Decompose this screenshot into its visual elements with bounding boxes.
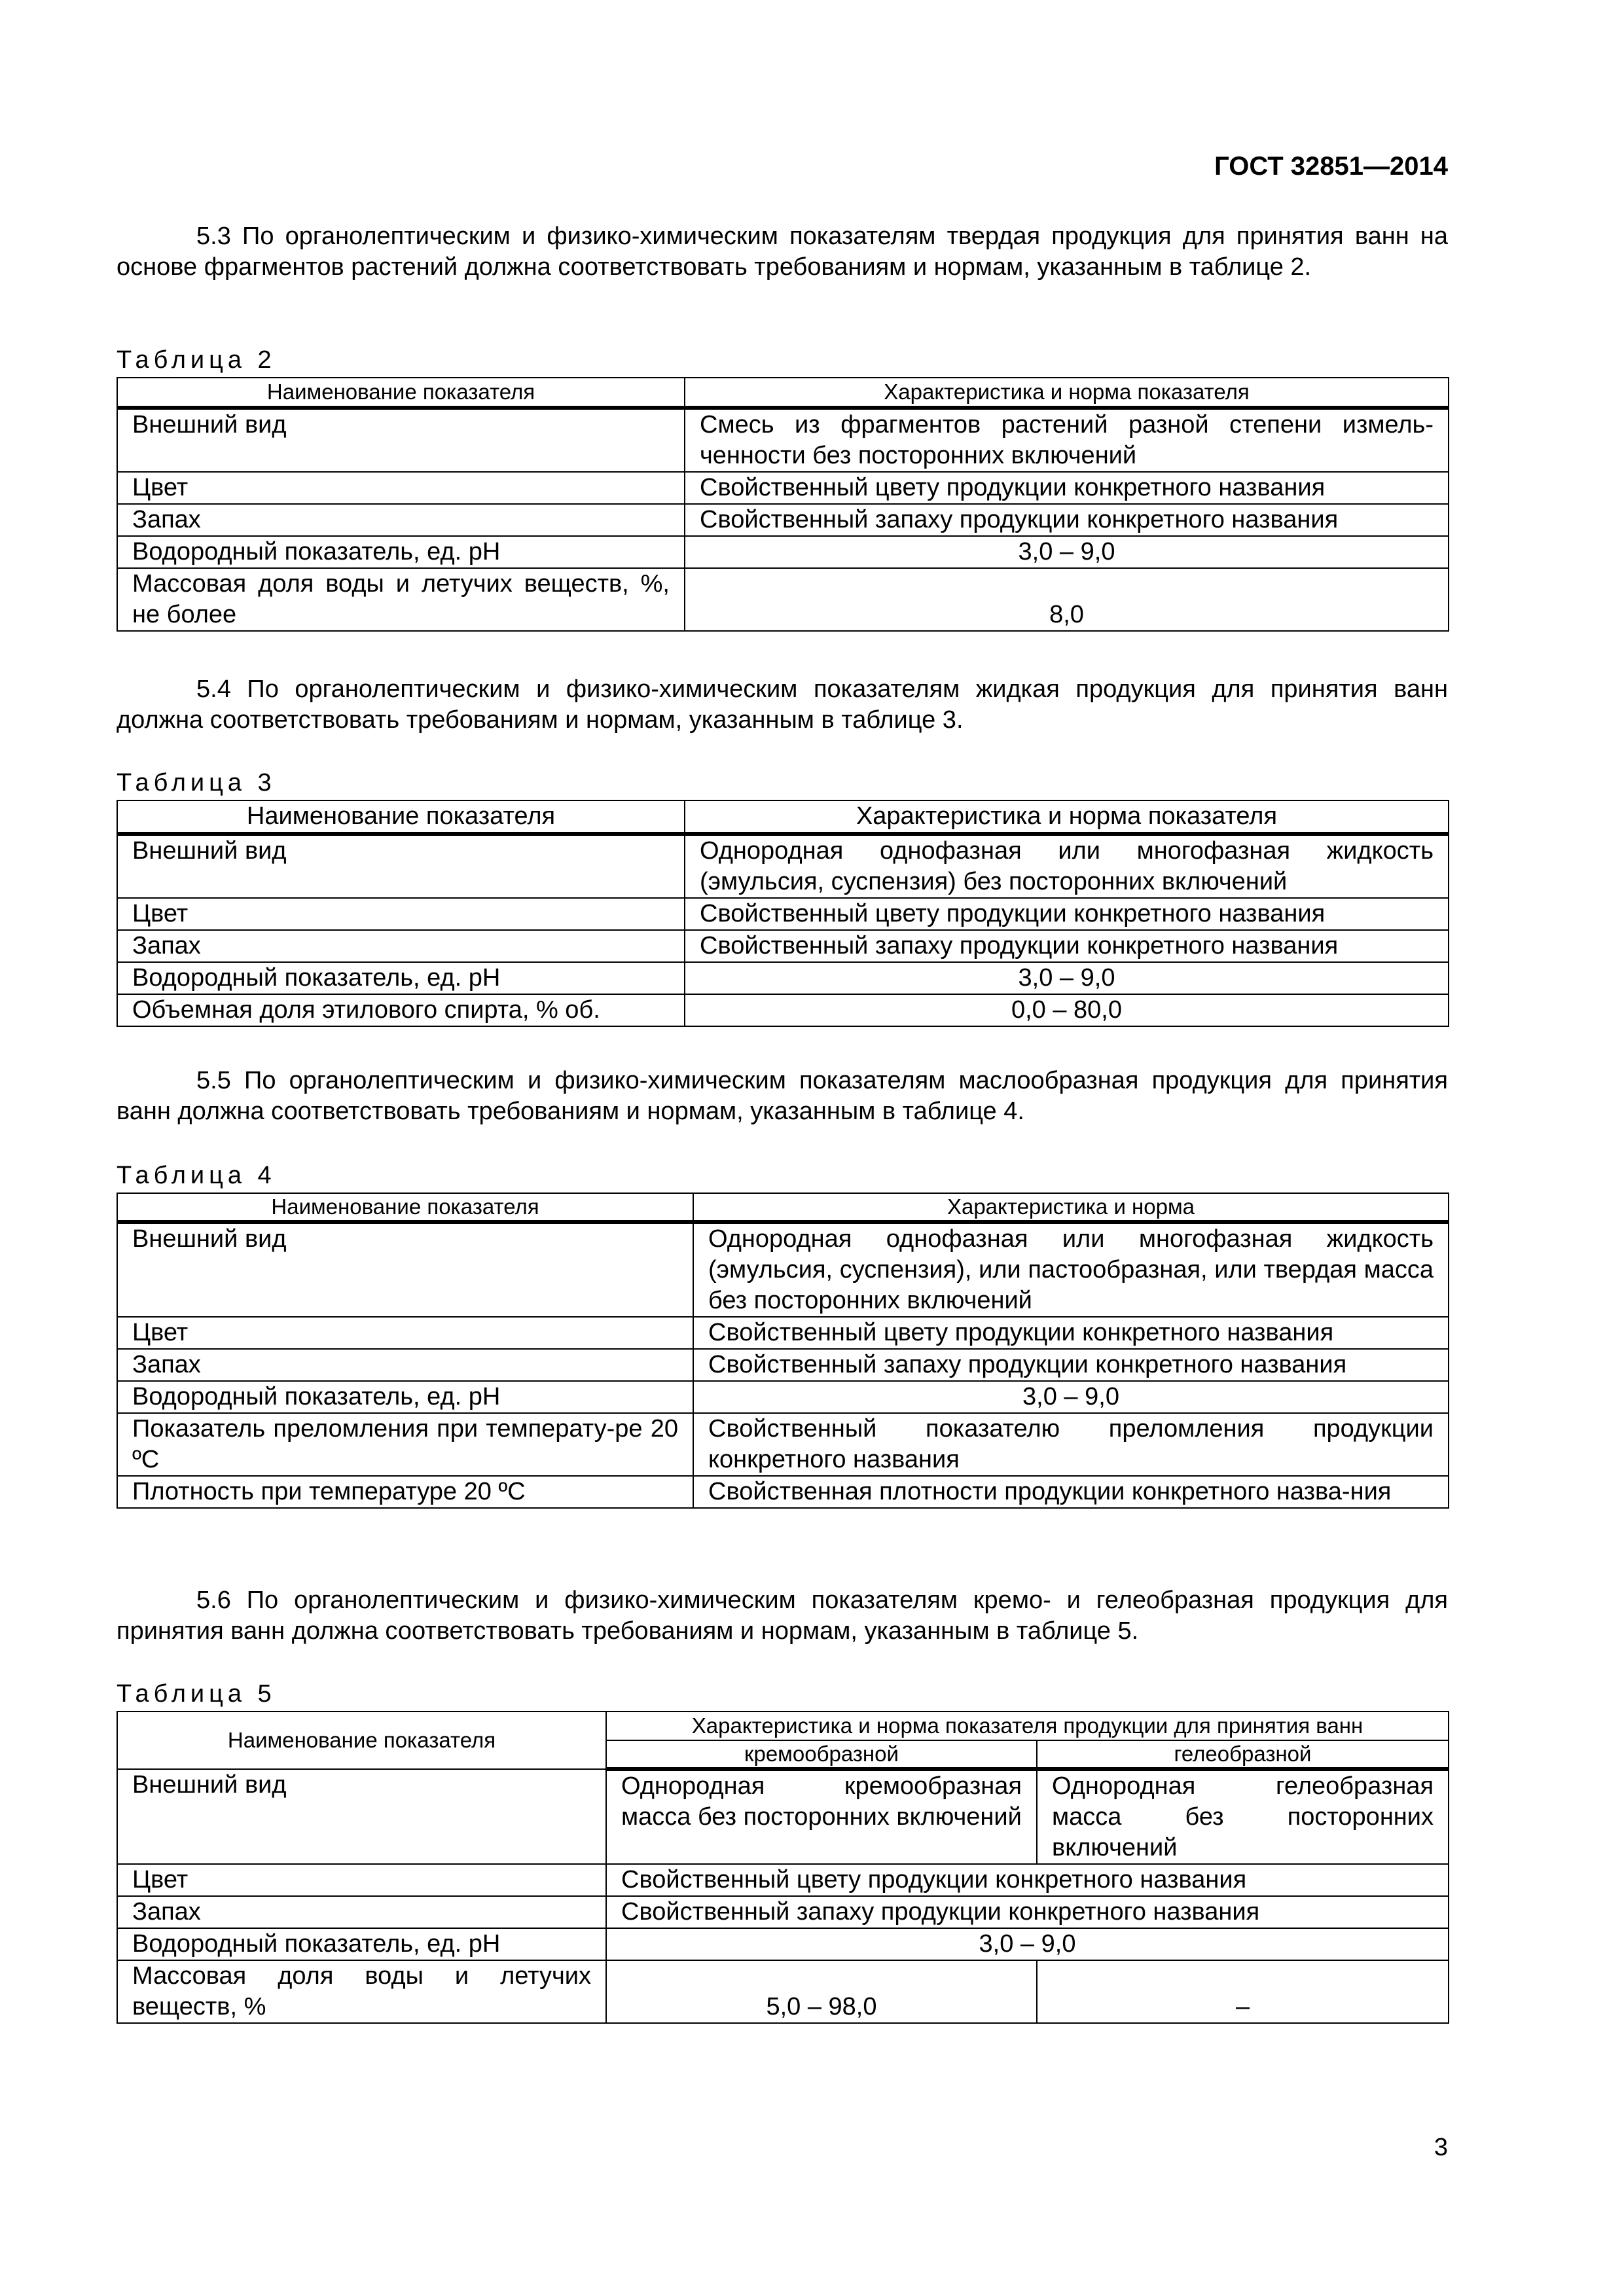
table-row <box>117 898 1449 930</box>
table-row <box>117 1960 1449 2023</box>
table-5-header-name: Наименование показателя <box>117 1712 606 1769</box>
table-cell: Свойственный цвету продукции конкретного названия <box>685 898 1449 930</box>
table-cell: Однородная однофазная или многофазная жидкость (эмульсия, суспензия) без посторонних включений <box>685 834 1449 898</box>
paragraph-5-4: 5.4 По органолептическим и физико-химическим показателям жидкая продукция для принятия ванн должна соответствовать требованиям и нормам, указанным в таблице 3. <box>117 675 1448 734</box>
table-row <box>117 472 1449 504</box>
table-cell: Объемная доля этилового спирта, % об. <box>117 994 685 1026</box>
table-row <box>117 1349 1449 1381</box>
table-cell: Показатель преломления при температу-ре 20 ºС <box>117 1413 693 1476</box>
table-3-header-name: Наименование показателя <box>117 800 685 834</box>
table-5 <box>117 1711 1449 2024</box>
table-2-caption: Таблица 2 <box>117 346 276 374</box>
table-row <box>117 930 1449 962</box>
table-cell: Свойственный запаху продукции конкретного названия <box>685 930 1449 962</box>
table-3-caption: Таблица 3 <box>117 769 276 797</box>
page-number: 3 <box>1434 2134 1448 2161</box>
table-cell: Однородная гелеобразная масса без посторонних включений <box>1037 1769 1449 1864</box>
table-cell: Внешний вид <box>117 1222 693 1317</box>
table-cell: Свойственный запаху продукции конкретного названия <box>606 1896 1449 1928</box>
table-cell: Свойственный запаху продукции конкретного названия <box>685 504 1449 536</box>
table-row <box>117 994 1449 1026</box>
table-cell: Цвет <box>117 472 685 504</box>
table-2-header-value: Характеристика и норма показателя <box>685 378 1449 408</box>
table-row <box>117 962 1449 994</box>
table-cell: 3,0 – 9,0 <box>685 962 1449 994</box>
table-row <box>117 1769 1449 1864</box>
table-row <box>117 1222 1449 1317</box>
table-2-header-name: Наименование показателя <box>117 378 685 408</box>
table-2 <box>117 377 1449 632</box>
table-cell: 3,0 – 9,0 <box>693 1381 1449 1413</box>
table-row <box>117 568 1449 631</box>
table-cell: Внешний вид <box>117 408 685 472</box>
table-4-header-value: Характеристика и норма <box>693 1193 1449 1222</box>
table-5-header-group: Характеристика и норма показателя продукции для принятия ванн <box>606 1712 1449 1740</box>
table-cell: 3,0 – 9,0 <box>606 1928 1449 1960</box>
paragraph-5-6: 5.6 По органолептическим и физико-химическим показателям кремо- и гелеобразная продукция для принятия ванн должна соответствовать требованиям и нормам, указанным в таблице 5. <box>117 1587 1448 1645</box>
table-cell: 5,0 – 98,0 <box>606 1960 1037 2023</box>
table-cell: Свойственный запаху продукции конкретного названия <box>693 1349 1449 1381</box>
table-row <box>117 834 1449 898</box>
document-code: ГОСТ 32851—2014 <box>1214 152 1448 181</box>
table-cell: Запах <box>117 1349 693 1381</box>
table-cell: Массовая доля воды и летучих веществ, % <box>117 1960 606 2023</box>
paragraph-5-3: 5.3 По органолептическим и физико-химическим показателям твердая продукция для принятия ванн на основе фрагментов растений должна соответствовать требованиям и нормам, указанным в таблице 2. <box>117 223 1448 281</box>
table-cell: Внешний вид <box>117 1769 606 1864</box>
table-3 <box>117 800 1449 1027</box>
table-cell: Запах <box>117 930 685 962</box>
table-cell: Свойственная плотности продукции конкретного назва-ния <box>693 1476 1449 1508</box>
table-4-caption: Таблица 4 <box>117 1162 276 1189</box>
table-cell: 8,0 <box>685 568 1449 631</box>
table-4 <box>117 1193 1449 1509</box>
table-cell: Свойственный цвету продукции конкретного названия <box>685 472 1449 504</box>
table-cell: Однородная однофазная или многофазная жидкость (эмульсия, суспензия), или пастообразная, или твердая масса без посторонних включений <box>693 1222 1449 1317</box>
table-cell: Цвет <box>117 898 685 930</box>
table-row <box>117 1928 1449 1960</box>
table-row <box>117 504 1449 536</box>
table-cell: Смесь из фрагментов растений разной степени измель-ченности без посторонних включений <box>685 408 1449 472</box>
table-row <box>117 1864 1449 1896</box>
table-5-header-gel: гелеобразной <box>1037 1740 1449 1769</box>
table-5-header-cream: кремообразной <box>606 1740 1037 1769</box>
table-cell: Массовая доля воды и летучих веществ, %, не более <box>117 568 685 631</box>
table-cell: – <box>1037 1960 1449 2023</box>
table-5-caption: Таблица 5 <box>117 1680 276 1708</box>
table-3-header-value: Характеристика и норма показателя <box>685 800 1449 834</box>
table-cell: Водородный показатель, ед. pH <box>117 1381 693 1413</box>
table-cell: Запах <box>117 1896 606 1928</box>
paragraph-5-5: 5.5 По органолептическим и физико-химическим показателям маслообразная продукция для принятия ванн должна соответствовать требованиям и нормам, указанным в таблице 4. <box>117 1067 1448 1125</box>
table-cell: Внешний вид <box>117 834 685 898</box>
table-cell: Свойственный цвету продукции конкретного названия <box>693 1317 1449 1349</box>
table-cell: Цвет <box>117 1864 606 1896</box>
table-row <box>117 536 1449 568</box>
table-cell: 0,0 – 80,0 <box>685 994 1449 1026</box>
table-cell: Водородный показатель, ед. pH <box>117 962 685 994</box>
table-cell: 3,0 – 9,0 <box>685 536 1449 568</box>
table-row <box>117 1413 1449 1476</box>
table-row <box>117 1476 1449 1508</box>
table-row <box>117 1381 1449 1413</box>
table-cell: Плотность при температуре 20 ºС <box>117 1476 693 1508</box>
table-cell: Однородная кремообразная масса без посторонних включений <box>606 1769 1037 1864</box>
table-row <box>117 408 1449 472</box>
table-4-header-name: Наименование показателя <box>117 1193 693 1222</box>
table-cell: Водородный показатель, ед. pH <box>117 536 685 568</box>
table-cell: Запах <box>117 504 685 536</box>
table-row <box>117 1317 1449 1349</box>
table-row <box>117 1896 1449 1928</box>
table-cell: Цвет <box>117 1317 693 1349</box>
table-cell: Свойственный показателю преломления продукции конкретного названия <box>693 1413 1449 1476</box>
table-cell: Водородный показатель, ед. pH <box>117 1928 606 1960</box>
table-cell: Свойственный цвету продукции конкретного названия <box>606 1864 1449 1896</box>
